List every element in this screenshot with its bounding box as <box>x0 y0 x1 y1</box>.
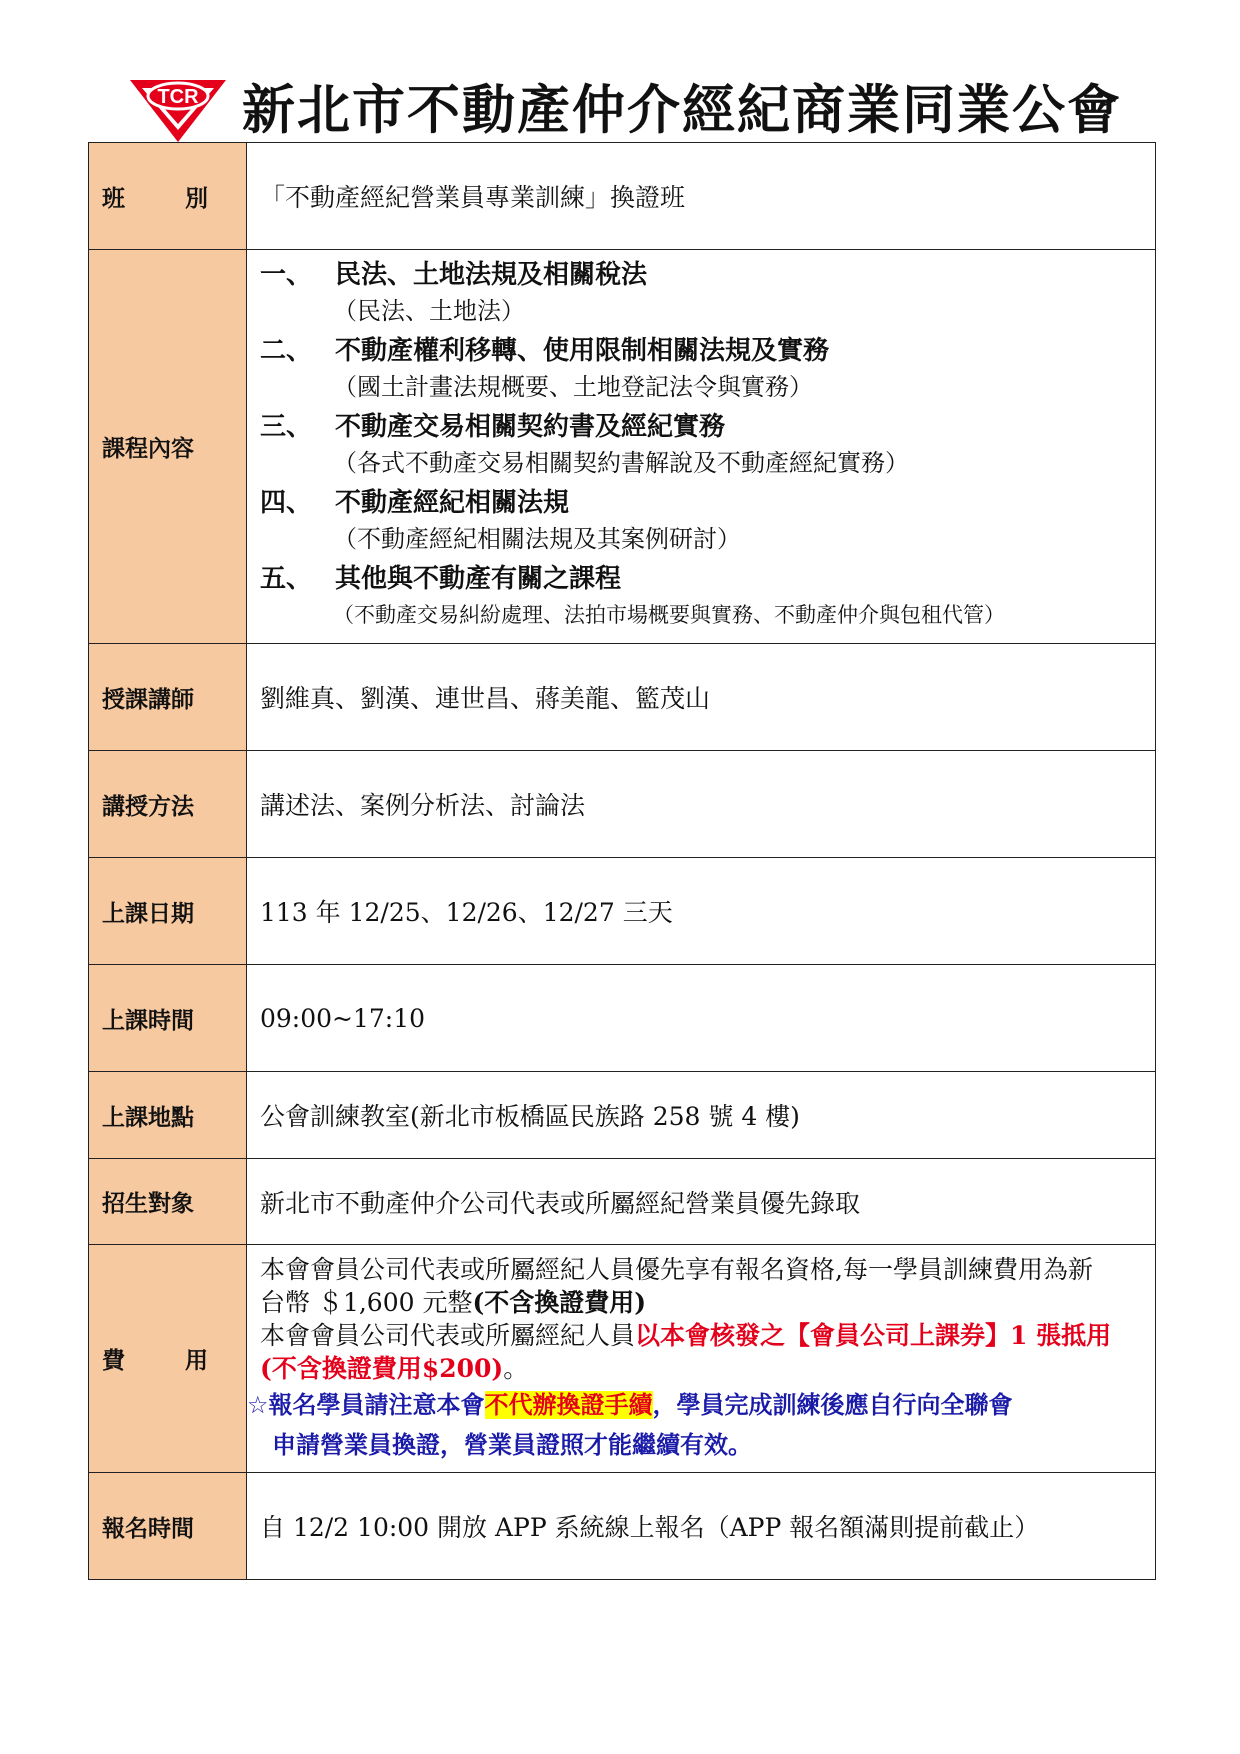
value-date: 113 年 12/25、12/26、12/27 三天 <box>247 858 1156 965</box>
course-subtitle: （不動產經紀相關法規及其案例研討） <box>333 524 741 553</box>
course-item: 一、 民法、土地法規及相關稅法 <box>260 259 648 290</box>
row-date <box>89 858 1156 965</box>
label-registration: 報名時間 <box>89 1473 247 1580</box>
course-item: 三、 不動產交易相關契約書及經紀實務 <box>260 411 726 442</box>
label-courses: 課程內容 <box>89 250 247 644</box>
course-item: 五、 其他與不動產有關之課程 <box>260 563 622 594</box>
fee-line-3: 本會會員公司代表或所屬經紀人員以本會核發之【會員公司上課券】1 張抵用 <box>260 1320 1112 1350</box>
value-registration: 自 12/2 10:00 開放 APP 系統線上報名（APP 報名額滿則提前截止） <box>247 1473 1156 1580</box>
fee-line-2: 台幣 ＄1,600 元整(不含換證費用) <box>260 1287 647 1317</box>
row-instructors <box>89 644 1156 751</box>
label-method: 講授方法 <box>89 751 247 858</box>
label-location: 上課地點 <box>89 1072 247 1159</box>
fee-details <box>247 1245 1156 1473</box>
value-location: 公會訓練教室(新北市板橋區民族路 258 號 4 樓) <box>247 1072 1156 1159</box>
label-fee: 費 用 <box>89 1245 247 1473</box>
course-info-table <box>88 142 1156 1580</box>
label-class: 班 別 <box>89 143 247 250</box>
label-instructors: 授課講師 <box>89 644 247 751</box>
row-class <box>89 143 1156 250</box>
value-class: 「不動產經紀營業員專業訓練」換證班 <box>247 143 1156 250</box>
star-icon: ☆ <box>247 1390 269 1419</box>
row-method <box>89 751 1156 858</box>
row-target <box>89 1159 1156 1245</box>
value-instructors: 劉維真、劉漢、連世昌、蔣美龍、籃茂山 <box>247 644 1156 751</box>
logo-text: TCR <box>157 86 199 108</box>
fee-line-4: (不含換證費用$200)。 <box>260 1353 529 1383</box>
notice-block <box>247 1385 1145 1465</box>
notice-line-2: 申請營業員換證，營業員證照才能繼續有效。 <box>272 1430 752 1459</box>
value-target: 新北市不動產仲介公司代表或所屬經紀營業員優先錄取 <box>247 1159 1156 1245</box>
tcr-logo <box>128 76 228 146</box>
value-method: 講述法、案例分析法、討論法 <box>247 751 1156 858</box>
value-time: 09:00~17:10 <box>247 965 1156 1072</box>
course-subtitle: （不動產交易糾紛處理、法拍市場概要與實務、不動產仲介與包租代管） <box>333 602 1005 627</box>
label-time: 上課時間 <box>89 965 247 1072</box>
course-subtitle: （民法、土地法） <box>333 296 525 325</box>
row-location <box>89 1072 1156 1159</box>
organization-title: 新北市不動產仲介經紀商業同業公會 <box>242 80 1122 141</box>
course-item: 四、 不動產經紀相關法規 <box>260 487 570 518</box>
document-header <box>120 72 1120 152</box>
course-list <box>247 250 1156 644</box>
row-courses <box>89 250 1156 644</box>
course-subtitle: （各式不動產交易相關契約書解說及不動產經紀實務） <box>333 448 909 477</box>
row-registration <box>89 1473 1156 1580</box>
highlighted-text: 不代辦換證手續 <box>484 1390 653 1419</box>
row-time <box>89 965 1156 1072</box>
label-date: 上課日期 <box>89 858 247 965</box>
notice-line-1: ☆報名學員請注意本會不代辦換證手續，學員完成訓練後應自行向全聯會 <box>247 1390 1013 1419</box>
row-fee <box>89 1245 1156 1473</box>
label-target: 招生對象 <box>89 1159 247 1245</box>
fee-line-1: 本會會員公司代表或所屬經紀人員優先享有報名資格,每一學員訓練費用為新 <box>260 1254 1093 1284</box>
course-subtitle: （國土計畫法規概要、土地登記法令與實務） <box>333 372 813 401</box>
course-item: 二、 不動產權利移轉、使用限制相關法規及實務 <box>260 335 830 366</box>
